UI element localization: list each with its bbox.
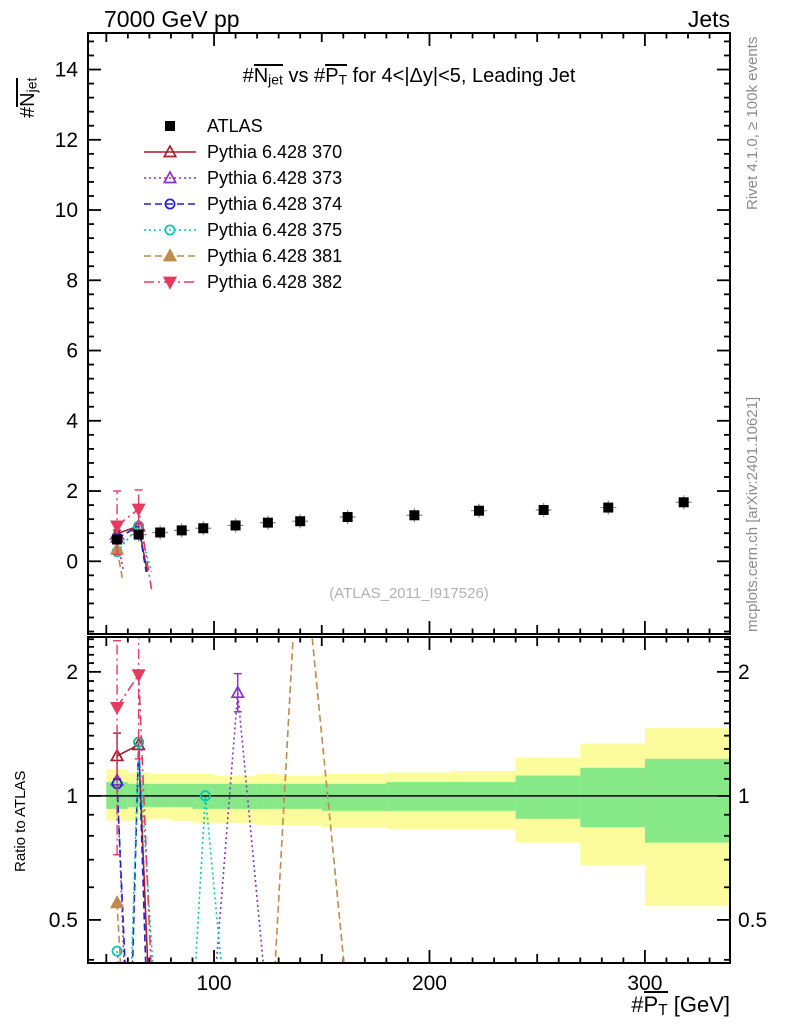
svg-text:1: 1 bbox=[66, 784, 78, 808]
svg-text:0.5: 0.5 bbox=[738, 908, 768, 932]
legend-marker-p382 bbox=[142, 274, 198, 290]
legend-marker-p374 bbox=[142, 196, 198, 212]
legend bbox=[142, 113, 342, 295]
svg-text:100: 100 bbox=[196, 972, 232, 995]
svg-text:12: 12 bbox=[54, 128, 78, 152]
svg-text:6: 6 bbox=[66, 339, 78, 363]
svg-text:0.5: 0.5 bbox=[48, 908, 78, 932]
svg-text:300: 300 bbox=[627, 972, 663, 995]
plot-title: #Njet vs #PT for 4<|Δy|<5, Leading Jet bbox=[242, 65, 576, 88]
y-axis-title-ratio: Ratio to ATLAS bbox=[12, 770, 29, 872]
y-axis-title-main: #Njet bbox=[17, 77, 40, 118]
legend-label-p373: Pythia 6.428 373 bbox=[207, 167, 343, 188]
legend-item-p370 bbox=[142, 139, 342, 165]
legend-marker-atlas bbox=[142, 118, 198, 134]
legend-marker-p373 bbox=[142, 170, 198, 186]
analysis-reference: (ATLAS_2011_I917526) bbox=[329, 585, 489, 602]
legend-marker-p381 bbox=[142, 248, 198, 264]
legend-label-p382: Pythia 6.428 382 bbox=[207, 271, 343, 292]
x-axis-title: #PT [GeV] bbox=[631, 992, 730, 1019]
svg-text:2: 2 bbox=[66, 660, 78, 684]
legend-item-p374 bbox=[142, 191, 342, 217]
legend-label-p381: Pythia 6.428 381 bbox=[207, 245, 343, 266]
legend-label-p375: Pythia 6.428 375 bbox=[207, 219, 343, 240]
analysis-group-label: Jets bbox=[687, 6, 730, 32]
legend-marker-p375 bbox=[142, 222, 198, 238]
mcplots-caption: mcplots.cern.ch [arXiv:2401.10621] bbox=[744, 396, 761, 632]
svg-text:8: 8 bbox=[66, 269, 78, 293]
legend-item-p375 bbox=[142, 217, 342, 243]
legend-marker-p370 bbox=[142, 144, 198, 160]
svg-text:2: 2 bbox=[66, 480, 78, 504]
legend-item-p373 bbox=[142, 165, 342, 191]
svg-text:0: 0 bbox=[66, 550, 78, 574]
svg-text:10: 10 bbox=[54, 199, 78, 223]
legend-label-p374: Pythia 6.428 374 bbox=[207, 193, 343, 214]
legend-label-p370: Pythia 6.428 370 bbox=[207, 141, 343, 162]
rivet-version-caption: Rivet 4.1.0, ≥ 100k events bbox=[744, 36, 761, 210]
svg-text:1: 1 bbox=[738, 784, 750, 808]
beam-label: 7000 GeV pp bbox=[104, 6, 240, 32]
legend-item-atlas bbox=[142, 113, 342, 139]
legend-item-p382 bbox=[142, 269, 342, 295]
svg-text:200: 200 bbox=[411, 972, 447, 995]
legend-label-atlas: ATLAS bbox=[207, 115, 263, 136]
svg-text:4: 4 bbox=[66, 409, 78, 433]
legend-item-p381 bbox=[142, 243, 342, 269]
svg-text:2: 2 bbox=[738, 660, 750, 684]
svg-text:14: 14 bbox=[54, 58, 78, 82]
